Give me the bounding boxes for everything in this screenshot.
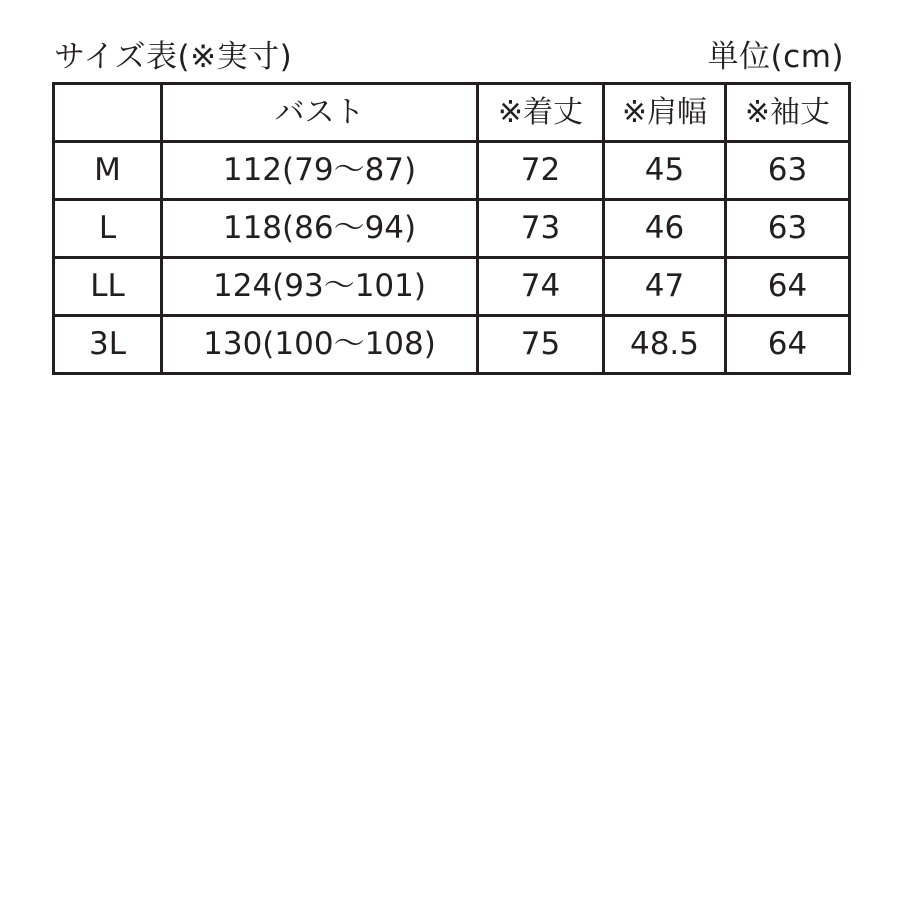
table-header-row — [54, 84, 850, 142]
size-table — [52, 82, 851, 375]
size-table-header — [54, 84, 850, 142]
table-row — [54, 142, 850, 200]
table-row — [54, 258, 850, 316]
chart-caption-row — [52, 40, 848, 74]
cell-shoulder: 48.5 — [604, 316, 726, 374]
cell-length: 73 — [478, 200, 604, 258]
size-table-body — [54, 142, 850, 374]
column-header-length: ※着丈 — [478, 84, 604, 142]
cell-size: LL — [54, 258, 162, 316]
cell-sleeve: 64 — [726, 316, 850, 374]
cell-bust: 130(100〜108) — [162, 316, 478, 374]
cell-size: L — [54, 200, 162, 258]
cell-size: M — [54, 142, 162, 200]
table-row — [54, 316, 850, 374]
table-row — [54, 200, 850, 258]
cell-sleeve: 64 — [726, 258, 850, 316]
chart-title: サイズ表(※実寸) — [54, 39, 293, 75]
column-header-shoulder: ※肩幅 — [604, 84, 726, 142]
chart-unit-label: 単位(cm) — [707, 39, 844, 75]
cell-shoulder: 45 — [604, 142, 726, 200]
cell-shoulder: 47 — [604, 258, 726, 316]
cell-length: 72 — [478, 142, 604, 200]
cell-length: 75 — [478, 316, 604, 374]
column-header-bust: バスト — [162, 84, 478, 142]
cell-shoulder: 46 — [604, 200, 726, 258]
cell-bust: 118(86〜94) — [162, 200, 478, 258]
cell-length: 74 — [478, 258, 604, 316]
cell-sleeve: 63 — [726, 200, 850, 258]
cell-bust: 124(93〜101) — [162, 258, 478, 316]
cell-sleeve: 63 — [726, 142, 850, 200]
column-header-sleeve: ※袖丈 — [726, 84, 850, 142]
column-header-size — [54, 84, 162, 142]
cell-bust: 112(79〜87) — [162, 142, 478, 200]
cell-size: 3L — [54, 316, 162, 374]
